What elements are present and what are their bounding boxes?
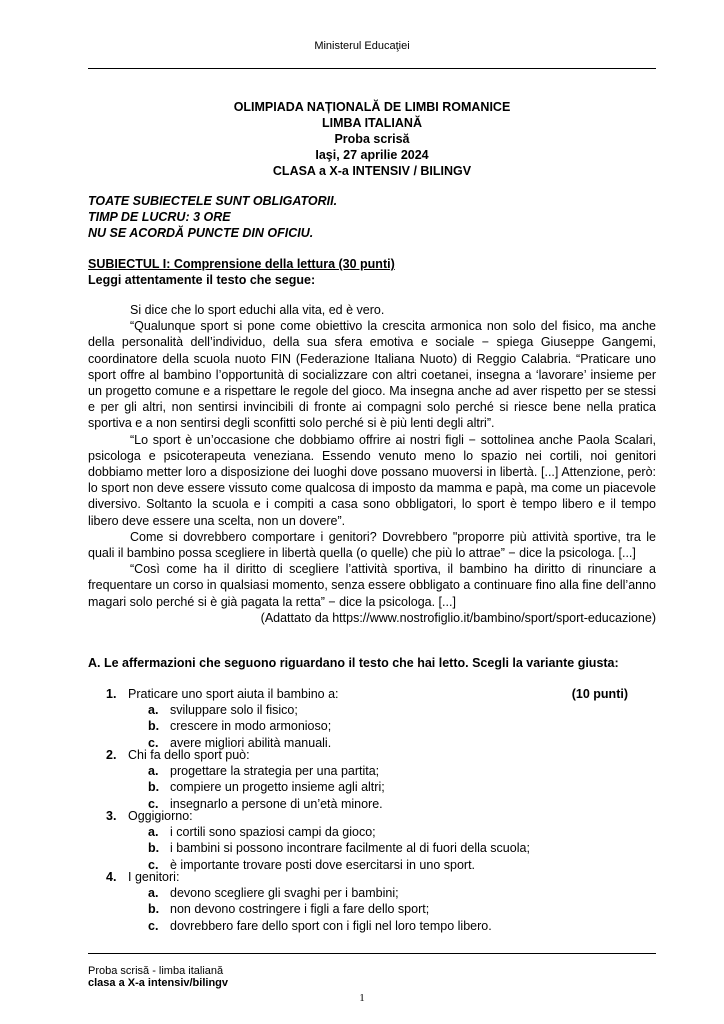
subject-heading [88,256,656,288]
subject-title: SUBIECTUL I: Comprensione della lettura (30 punti) [88,257,395,271]
document-titles [88,99,656,179]
class-level: CLASA a X-a INTENSIV / BILINGV [272,164,472,178]
footer-rule [88,953,656,954]
question-4 [106,869,656,934]
question-number: 1. [106,687,117,701]
question-number: 4. [106,870,117,884]
question-stem: I genitori: [128,870,180,884]
text-source: (Adattato da https://www.nostrofiglio.it/bambino/sport/sport-educazione) [260,610,656,625]
footer-exam: Proba scrisă - limba italiană [88,965,224,977]
exam-type: Proba scrisă [334,132,410,146]
paragraph-5: “Così come ha il diritto di scegliere l’attività sportiva, il bambino ha diritto di rinunciare a frequentare un corso in qualsiasi momento, senza essere obbligato a continuare fino alla fine dell’anno magari solo perché si è già pagata la retta” − dice la psicologa. [...] [88,562,656,609]
exam-date: Iaşi, 27 aprilie 2024 [315,148,429,162]
olympiad-title: OLIMPIADA NAȚIONALĂ DE LIMBI ROMANICE [233,100,511,114]
option-a: a. progettare la strategia per una partita; [148,764,380,779]
question-2 [106,747,656,812]
option-b: b. non devono costringere i figli a fare dello sport; [148,902,430,917]
paragraph-4: Come si dovrebbero comportare i genitori? Dovrebbero "proporre più attività sportive, tra le quali il bambino possa scegliere in libertà quella (o quelle) che più lo attrae” − dice la psicologa. [...] [88,529,656,561]
question-number: 3. [106,809,117,823]
rule-2: TIMP DE LUCRU: 3 ORE [88,210,231,224]
paragraph-1: Si dice che lo sport educhi alla vita, ed è vero. [130,303,385,317]
footer-class: clasa a X-a intensiv/bilingv [88,977,228,989]
rule-1: TOATE SUBIECTELE SUNT OBLIGATORII. [88,194,338,208]
option-a: a. sviluppare solo il fisico; [148,703,298,718]
section-a-title: A. Le affermazioni che seguono riguardano il testo che hai letto. Scegli la variante giusta: [88,656,619,670]
page-number: 1 [359,992,365,1004]
question-stem: Chi fa dello sport può: [128,748,250,762]
option-a: a. devono scegliere gli svaghi per i bambini; [148,886,399,901]
paragraph-3: “Lo sport è un’occasione che dobbiamo offrire ai nostri figli − sottolinea anche Paola Scalari, psicologa e psicoterapeuta veneziana. Essendo venuto meno lo spazio nei cortili, noi genitori dobbiamo metter loro a disposizione dei luoghi dove possano muoversi in libertà. [...] Attenzione, però: lo sport non deve essere vissuto come qualcosa di imposto da mamma e papà, ma come un piacevole diversivo. Soltanto la scuola e i compiti a casa sono obbligatori, lo sport è tempo libero e il tempo libero deve essere una scelta, non un dovere”. [88,432,656,528]
question-stem: Praticare uno sport aiuta il bambino a: [128,687,339,701]
question-3 [106,808,656,873]
option-b: b. i bambini si possono incontrare facilmente al di fuori della scuola; [148,841,530,856]
header-rule [88,68,656,69]
subject-instruction: Leggi attentamente il testo che segue: [88,273,316,287]
option-c: c. avere migliori abilità manuali. [148,735,332,750]
option-c: c. insegnarlo a persone di un’età minore. [148,796,383,811]
section-points: (10 punti) [571,687,628,701]
language-title: LIMBA ITALIANĂ [322,116,422,130]
rule-3: NU SE ACORDĂ PUNCTE DIN OFICIU. [88,226,314,240]
question-1 [106,686,656,751]
reading-text [88,302,656,626]
question-number: 2. [106,748,117,762]
exam-rules [88,193,656,241]
page-footer [88,965,228,989]
page-header: Ministerul Educaţiei [314,40,410,52]
option-c: c. è importante trovare posti dove esercitarsi in uno sport. [148,857,476,872]
option-a: a. i cortili sono spaziosi campi da gioco; [148,825,376,840]
option-b: b. compiere un progetto insieme agli altri; [148,780,385,795]
paragraph-2: “Qualunque sport si pone come obiettivo la crescita armonica non solo del fisico, ma anche della personalità dell’individuo, della sua sfera emotiva e sociale − spiega Giuseppe Gangemi, coordinatore della scuola nuoto FIN (Federazione Italiana Nuoto) di Reggio Calabria. “Praticare uno sport offre al bambino l’opportunità di socializzare con altri coetanei, insegna a ‘lavorare’ insieme per un progetto comune e a rispettare le regole del gioco. Ma insegna anche ad aver rispetto per se stessi e per gli altri, non sentirsi invincibili di fronte ai compagni solo perché si riesce bene nella pratica sportiva e a non sentirsi degli sconfitti solo perché si è più lenti degli altri”. [88,319,656,431]
option-b: b. crescere in modo armonioso; [148,719,332,734]
question-stem: Oggigiorno: [128,809,193,823]
option-c: c. dovrebbero fare dello sport con i figli nel loro tempo libero. [148,918,492,933]
